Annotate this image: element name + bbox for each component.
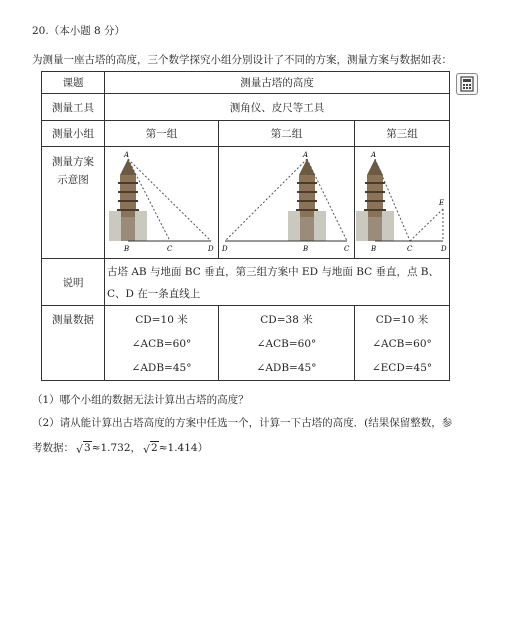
group-1: 第一组 [105, 121, 219, 147]
data-group-1 [105, 306, 219, 381]
question-header: 20.（本小题 8 分） [32, 25, 126, 37]
diagram-2 [219, 147, 354, 257]
data-angle-adb: ∠ADB=45° [131, 362, 192, 374]
point-a-label: A [124, 151, 130, 159]
sqrt-2: √ 2 [143, 442, 158, 456]
data-angle-adb: ∠ADB=45° [256, 362, 317, 374]
data-angle-ecd: ∠ECD=45° [371, 362, 433, 374]
point-a-label: A [303, 151, 309, 159]
data-angle-acb: ∠ACB=60° [131, 338, 192, 350]
row-topic [42, 72, 450, 94]
topic-value: 测量古塔的高度 [105, 72, 450, 94]
question-2: （2）请从能计算出古塔高度的方案中任选一个，计算一下古塔的高度．(结果保留整数，参 [32, 417, 453, 429]
row-data [42, 306, 450, 381]
point-b-label: B [371, 245, 377, 253]
groups-label: 测量小组 [42, 121, 105, 147]
diagram-3 [355, 147, 449, 257]
tools-value: 测角仪、皮尺等工具 [105, 94, 450, 121]
sqrt-2-value: ≈1.414） [158, 442, 209, 454]
point-a-label: A [371, 151, 377, 159]
point-c-label: C [407, 245, 413, 253]
group-3: 第三组 [355, 121, 450, 147]
explanation-value: 古塔 AB 与地面 BC 垂直，第三组方案中 ED 与地面 BC 垂直，点 B、C、D 在一条直线上 [105, 259, 450, 306]
data-group-2 [219, 306, 355, 381]
point-d-label: D [222, 245, 228, 253]
calculator-button[interactable] [456, 73, 478, 95]
row-tools [42, 94, 450, 121]
measurement-table [41, 71, 450, 381]
row-diagrams [42, 147, 450, 259]
point-b-label: B [124, 245, 130, 253]
row-explanation [42, 259, 450, 306]
diagram-group-3 [355, 147, 450, 259]
pagoda-image [288, 159, 326, 241]
diagram-label: 测量方案示意图 [42, 147, 105, 259]
pagoda-image [356, 159, 394, 241]
topic-label: 课题 [42, 72, 105, 94]
data-cd: CD=38 米 [260, 314, 313, 326]
point-c-label: C [344, 245, 350, 253]
sqrt-3: √ 3 [76, 442, 91, 456]
point-b-label: B [303, 245, 309, 253]
point-c-label: C [167, 245, 173, 253]
data-cd: CD=10 米 [375, 314, 429, 326]
diagram-1 [105, 147, 218, 257]
pagoda-image [109, 159, 147, 241]
explanation-label: 说明 [42, 259, 105, 306]
group-2: 第二组 [219, 121, 355, 147]
reference-data [32, 441, 208, 455]
diagram-group-1 [105, 147, 219, 259]
tools-label: 测量工具 [42, 94, 105, 121]
data-cd: CD=10 米 [135, 314, 188, 326]
point-e-label: E [439, 199, 445, 207]
reference-prefix: 考数据： [32, 442, 74, 454]
intro-text: 为测量一座古塔的高度，三个数学探究小组分别设计了不同的方案，测量方案与数据如表： [32, 54, 452, 66]
calculator-icon [457, 74, 477, 94]
row-groups [42, 121, 450, 147]
point-d-label: D [208, 245, 214, 253]
question-1: （1）哪个小组的数据无法计算出古塔的高度？ [32, 394, 249, 406]
data-group-3 [355, 306, 450, 381]
data-label: 测量数据 [42, 306, 105, 381]
data-angle-acb: ∠ACB=60° [256, 338, 317, 350]
point-d-label: D [441, 245, 447, 253]
diagram-group-2 [219, 147, 355, 259]
data-angle-acb: ∠ACB=60° [372, 338, 432, 350]
sqrt-3-value: ≈1.732， [91, 442, 142, 454]
